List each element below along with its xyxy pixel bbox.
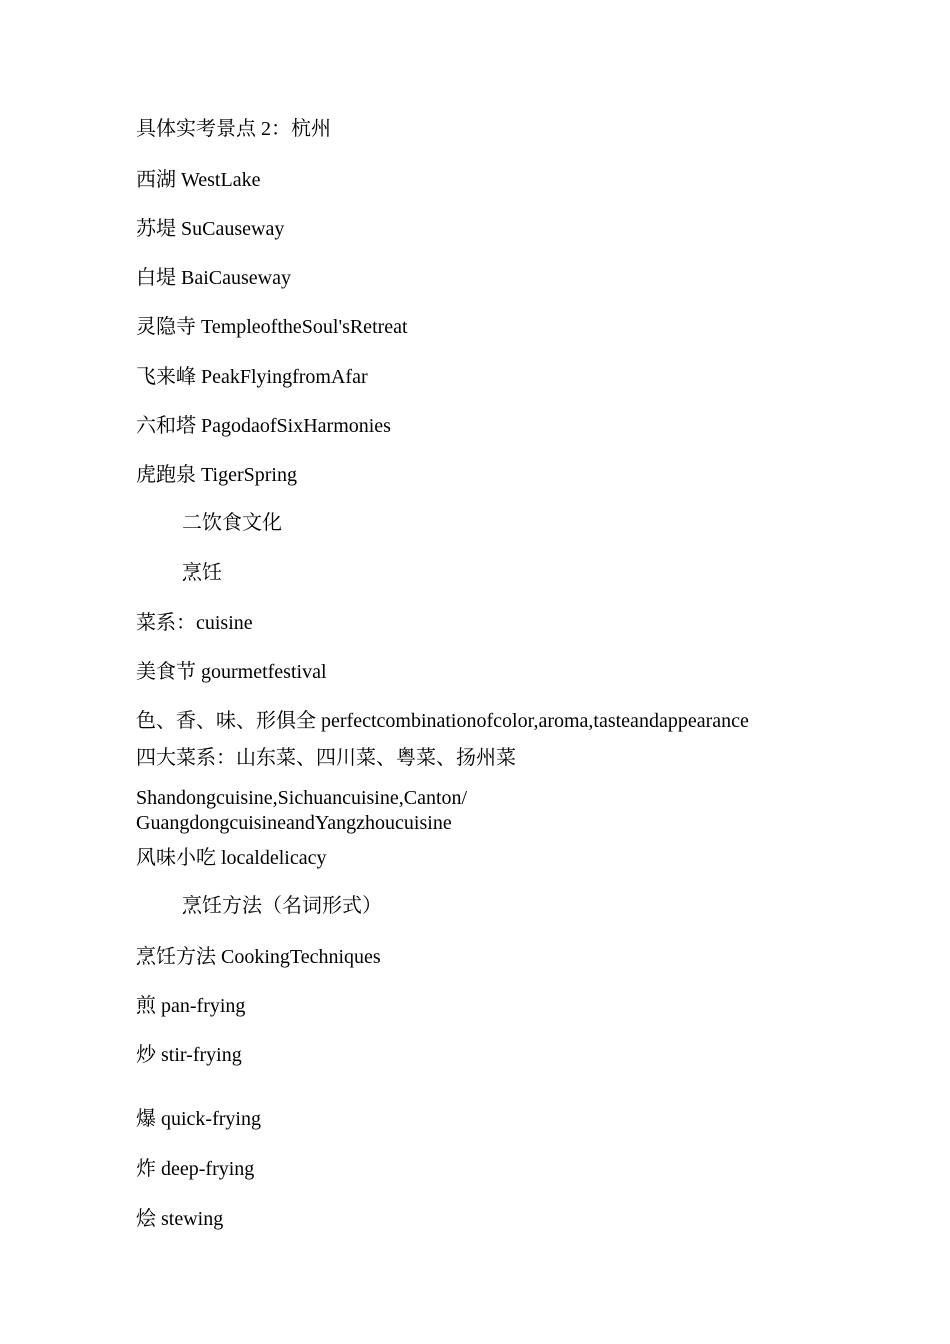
term-cooking-techniques: 烹饪方法 CookingTechniques — [136, 946, 381, 968]
term-bai-causeway: 白堤 BaiCauseway — [136, 267, 291, 289]
term-four-cuisines: 四大菜系：山东菜、四川菜、粤菜、扬州菜 — [136, 747, 516, 769]
term-deep-frying: 炸 deep-frying — [136, 1158, 255, 1180]
section-heading-hangzhou: 具体实考景点 2：杭州 — [136, 118, 331, 140]
term-gourmet-festival: 美食节 gourmetfestival — [136, 661, 327, 683]
term-stewing: 烩 stewing — [136, 1208, 224, 1230]
term-four-cuisines-english: Shandongcuisine,Sichuancuisine,Canton/ GuangdongcuisineandYangzhoucuisine — [136, 787, 468, 834]
subheading-cooking: 烹饪 — [182, 562, 222, 584]
term-pan-frying: 煎 pan-frying — [136, 995, 246, 1017]
term-stir-frying: 炒 stir-frying — [136, 1044, 242, 1066]
section-heading-food-culture: 二饮食文化 — [182, 512, 282, 534]
term-quick-frying: 爆 quick-frying — [136, 1108, 261, 1130]
term-local-delicacy: 风味小吃 localdelicacy — [136, 847, 327, 869]
subheading-cooking-methods: 烹饪方法（名词形式） — [182, 895, 382, 917]
term-cuisine: 菜系：cuisine — [136, 612, 253, 634]
term-su-causeway: 苏堤 SuCauseway — [136, 218, 285, 240]
term-lingyin-temple: 灵隐寺 TempleoftheSoul'sRetreat — [136, 316, 408, 338]
term-color-aroma-taste: 色、香、味、形俱全 perfectcombinationofcolor,aroma,tasteandappearance — [136, 710, 749, 732]
term-liuhe-pagoda: 六和塔 PagodaofSixHarmonies — [136, 415, 391, 437]
term-feilai-peak: 飞来峰 PeakFlyingfromAfar — [136, 366, 368, 388]
term-west-lake: 西湖 WestLake — [136, 169, 261, 191]
term-tiger-spring: 虎跑泉 TigerSpring — [136, 464, 297, 486]
